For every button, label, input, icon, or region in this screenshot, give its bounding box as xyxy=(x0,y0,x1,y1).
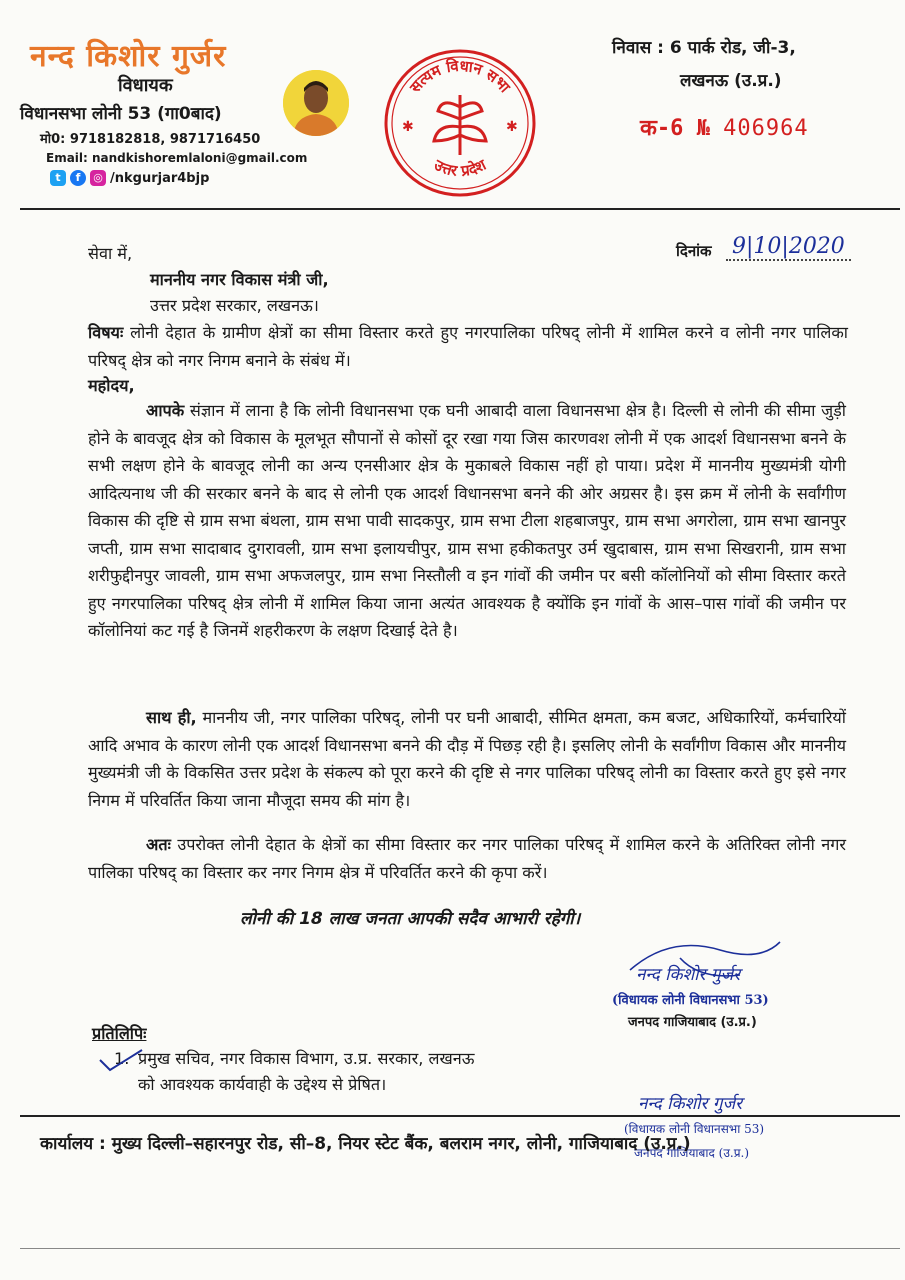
portrait-image xyxy=(283,70,349,136)
facebook-icon: f xyxy=(70,170,86,186)
serial-no-label: № xyxy=(696,116,710,141)
signature-name: नन्द किशोर गुर्जर xyxy=(636,965,741,985)
copy-to-line-2: को आवश्यक कार्यवाही के उद्देश्य से प्रेषित। xyxy=(138,1075,387,1094)
recipient-address: उत्तर प्रदेश सरकार, लखनऊ। xyxy=(150,296,319,315)
mla-name: नन्द किशोर गुर्जर xyxy=(30,39,227,74)
svg-text:✱: ✱ xyxy=(506,119,518,135)
recipient-title: माननीय नगर विकास मंत्री जी, xyxy=(150,270,329,289)
vidhan-sabha-seal xyxy=(380,45,540,200)
second-signature-district: जनपद गाजियाबाद (उ.प्र.) xyxy=(634,1146,750,1160)
seal-top-text: सत्यम विधान सभा xyxy=(406,56,514,97)
designation: विधायक xyxy=(118,75,173,96)
para2-lead: साथ ही, xyxy=(146,708,197,727)
svg-text:✱: ✱ xyxy=(402,119,414,135)
salutation-to: सेवा में, xyxy=(88,244,133,263)
constituency: विधानसभा लोनी 53 (गा0बाद) xyxy=(20,104,222,124)
residence-line-1: निवास : 6 पार्क रोड, जी-3, xyxy=(612,38,796,58)
para1-text: संज्ञान में लाना है कि लोनी विधानसभा एक घनी आबादी वाला विधानसभा क्षेत्र है। दिल्ली से लोनी की सीमा जुड़ी होने के बावजूद क्षेत्र को विकास के मूलभूत सौपानों से कोसों दूर रखा गया जिस कारणवश लोनी में एक आदर्श विधानसभा बनने के सभी लक्षण होने के बावजूद लोनी का अन्य एनसीआर क्षेत्र के मुकाबले विकास नहीं हो पाया। प्रदेश में माननीय मुख्यमंत्री योगी आदित्यनाथ जी की सरकार बनने के बाद से लोनी एक आदर्श विधानसभा बनने की ओर अग्रसर है। इस क्रम में लोनी के सर्वांगीण विकास की दृष्टि से ग्राम सभा बंथला, ग्राम सभा पावी सादकपुर, ग्राम सभा टीला शहबाजपुर, ग्राम सभा अगरोला, ग्राम सभा खानपुर जप्ती, ग्राम सभा सादाबाद दुगरावली, ग्राम सभा इलायचीपुर, ग्राम सभा हकीकतपुर उर्म खुदाबास, ग्राम सभा सिखरानी, ग्राम सभा शरीफुद्दीनपुर जावली, ग्राम सभा अफजलपुर, ग्राम सभा निस्तौली व इन गांवों की जमीन पर बसी कॉलोनियों को सीमा विस्तार करते हुए नगरपालिका परिषद् क्षेत्र लोनी में शामिल किया जाना अत्यंत आवश्यक है क्योंकि इन गांवों के आस–पास गांवों की जमीन पर कॉलोनियां कट गई है जिनमें शहरीकरण के लक्षण दिखाई देते है। xyxy=(88,401,846,640)
serial-number: 406964 xyxy=(723,116,809,141)
second-signature-title: (विधायक लोनी विधानसभा 53) xyxy=(624,1122,765,1136)
footer-divider xyxy=(20,1115,900,1117)
para1-lead: आपके xyxy=(146,401,185,420)
closing-line: लोनी की 18 लाख जनता आपकी सदैव आभारी रहेगी। xyxy=(240,909,581,929)
second-signature-name: नन्द किशोर गुर्जर xyxy=(638,1094,743,1114)
copy-to-item-number: 1. xyxy=(114,1049,130,1068)
residence-line-2: लखनऊ (उ.प्र.) xyxy=(680,71,782,91)
date-value: 9|10|2020 xyxy=(726,234,851,261)
email-address: Email: nandkishoremlaloni@gmail.com xyxy=(46,151,308,165)
paragraph-2 xyxy=(88,704,846,814)
signature-title: (विधायक लोनी विधानसभा 53) xyxy=(612,993,769,1008)
signature-district: जनपद गाजियाबाद (उ.प्र.) xyxy=(628,1015,757,1030)
social-handle: /nkgurjar4bjp xyxy=(110,170,210,186)
greeting: महोदय, xyxy=(88,376,135,395)
subject-label: विषयः xyxy=(88,323,124,342)
para3-text: उपरोक्त लोनी देहात के क्षेत्रों का सीमा विस्तार कर नगर पालिका परिषद् में शामिल करने के अतिरिक्त लोनी नगर पालिका परिषद् का विस्तार कर नगर निगम क्षेत्र में परिवर्तित करने की कृपा करें। xyxy=(88,835,846,882)
para2-text: माननीय जी, नगर पालिका परिषद्, लोनी पर घनी आबादी, सीमित क्षमता, कम बजट, अधिकारियों, कर्मचारियों आदि अभाव के कारण लोनी एक आदर्श विधानसभा बनने की दौड़ में पिछड़ रही है। इसलिए लोनी के सर्वांगीण विकास और माननीय मुख्यमंत्री जी के विकसित उत्तर प्रदेश के संकल्प को पूरा करने की दृष्टि से नगर पालिका परिषद् लोनी का विस्तार करते हुए इसे नगर निगम में परिवर्तित किया जाना मौजूदा समय की मांग है। xyxy=(88,708,846,810)
copy-to-label: प्रतिलिपिः xyxy=(92,1024,147,1043)
instagram-icon: ◎ xyxy=(90,170,106,186)
subject-text: लोनी देहात के ग्रामीण क्षेत्रों का सीमा विस्तार करते हुए नगरपालिका परिषद् लोनी में शामिल करने व लोनी नगर पालिका परिषद् क्षेत्र को नगर निगम बनाने के संबंध में। xyxy=(88,323,848,370)
svg-text:उत्तर प्रदेश xyxy=(430,155,489,180)
serial-prefix: क-6 xyxy=(640,116,684,141)
mobile-numbers: मो0: 9718182818, 9871716450 xyxy=(40,132,261,147)
seal-bottom-text: उत्तर प्रदेश xyxy=(431,155,489,180)
copy-to-line-1: प्रमुख सचिव, नगर विकास विभाग, उ.प्र. सरकार, लखनऊ xyxy=(138,1049,475,1068)
paragraph-3 xyxy=(88,831,846,886)
date-label: दिनांक xyxy=(676,242,712,260)
header-divider xyxy=(20,208,900,210)
subject-block xyxy=(88,319,848,374)
office-address: कार्यालय : मुख्य दिल्ली–सहारनपुर रोड, सी–8, नियर स्टेट बैंक, बलराम नगर, लोनी, गाजियाबाद (उ.प्र.) xyxy=(40,1134,691,1154)
serial-number-block xyxy=(640,112,809,142)
twitter-icon: t xyxy=(50,170,66,186)
paragraph-1 xyxy=(88,397,846,645)
social-links xyxy=(50,170,209,186)
bottom-divider xyxy=(20,1248,900,1249)
para3-lead: अतः xyxy=(146,835,171,854)
